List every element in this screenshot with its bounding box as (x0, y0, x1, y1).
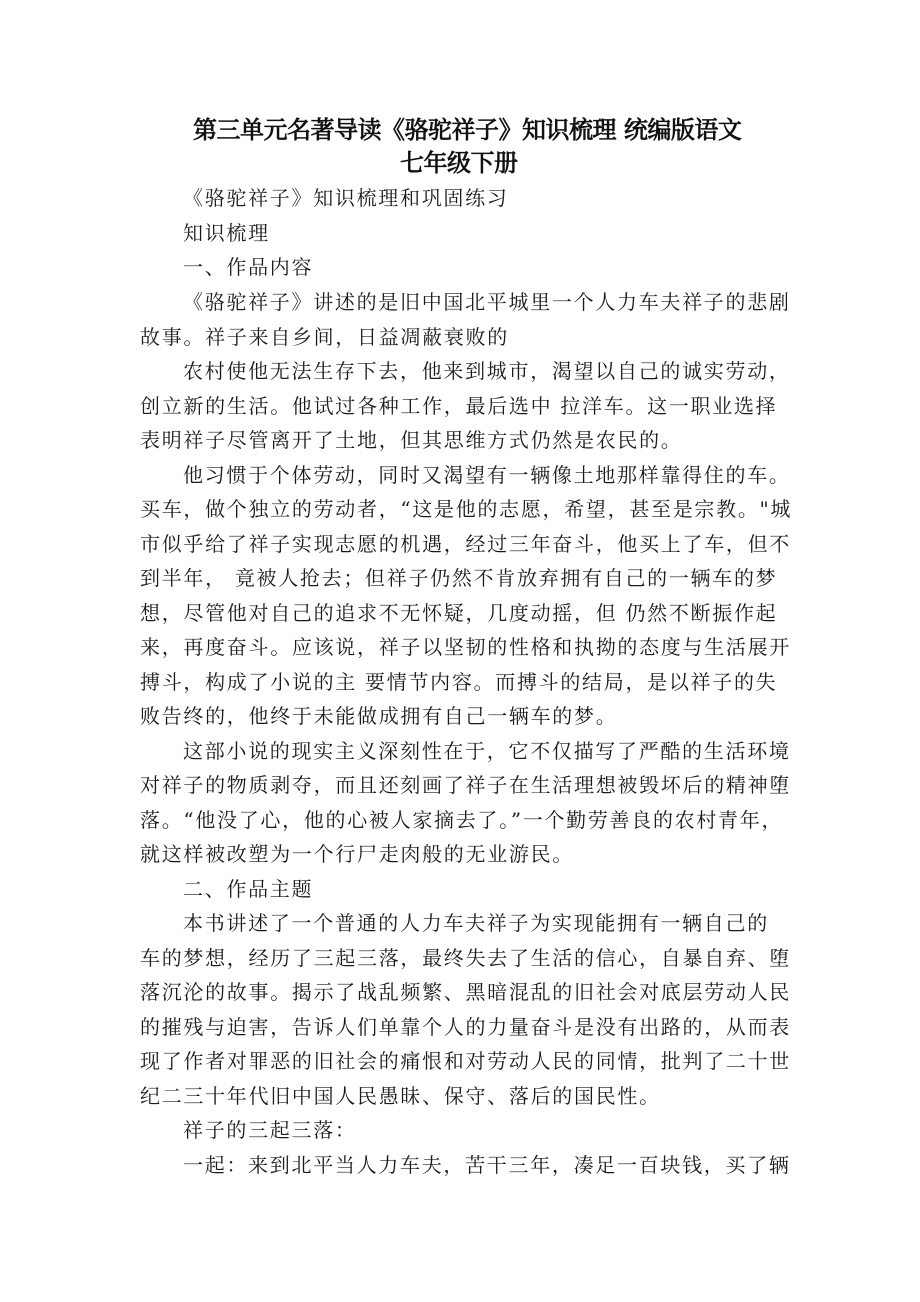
text-line: 这部小说的现实主义深刻性在于，它不仅描写了严酷的生活环境 (183, 739, 791, 763)
text-line: 车的梦想，经历了三起三落，最终失去了生活的信心，自暴自弃、堕 (140, 946, 791, 970)
text-line: 创立新的生活。他试过各种工作，最后选中 拉洋车。这一职业选择 (140, 394, 778, 418)
text-line: 二、作品主题 (183, 877, 314, 901)
text-line: 想，尽管他对自己的追求不无怀疑，几度动摇，但 仍然不断振作起 (140, 601, 778, 625)
text-line: 来，再度奋斗。应该说，祥子以坚韧的性格和执拗的态度与生活展开 (140, 635, 791, 659)
text-line: 对祥子的物质剥夺，而且还刻画了祥子在生活理想被毁坏后的精神堕 (140, 773, 791, 797)
text-line: 祥子的三起三落： (183, 1118, 357, 1142)
text-line: 纪二三十年代旧中国人民愚昧、保守、落后的国民性。 (140, 1084, 661, 1108)
text-line: 表明祥子尽管离开了土地，但其思维方式仍然是农民的。 (140, 428, 683, 452)
text-line: 落。“他没了心，他的心被人家摘去了。”一个勤劳善良的农村青年， (140, 808, 784, 832)
text-line: 他习惯于个体劳动，同时又渴望有一辆像土地那样靠得住的车。 (183, 463, 791, 487)
text-line: 败告终的，他终于未能做成拥有自己一辆车的梦。 (140, 704, 618, 728)
text-line: 市似乎给了祥子实现志愿的机遇，经过三年奋斗，他买上了车，但不 (140, 532, 791, 556)
document-title-line-2: 七年级下册 (400, 149, 518, 177)
text-line: 搏斗，构成了小说的主 要情节内容。而搏斗的结局，是以祥子的失 (140, 670, 778, 694)
text-line: 农村使他无法生存下去，他来到城市，渴望以自己的诚实劳动， (183, 359, 791, 383)
text-line: 买车，做个独立的劳动者，“这是他的志愿，希望，甚至是宗教。"城 (140, 497, 793, 521)
text-line: 的摧残与迫害，告诉人们单靠个人的力量奋斗是没有出路的，从而表 (140, 1015, 791, 1039)
text-line: 现了作者对罪恶的旧社会的痛恨和对劳动人民的同情，批判了二十世 (140, 1049, 791, 1073)
text-line: 本书讲述了一个普通的人力车夫祥子为实现能拥有一辆自己的 (183, 911, 769, 935)
text-line: 一起：来到北平当人力车夫，苦干三年，凑足一百块钱，买了辆 (183, 1153, 791, 1177)
text-line: 故事。祥子来自乡间，日益凋蔽衰败的 (140, 325, 509, 349)
text-line: 到半年， 竟被人抢去；但祥子仍然不肯放弃拥有自己的一辆车的梦 (140, 566, 778, 590)
text-line: 就这样被改塑为一个行尸走肉般的无业游民。 (140, 842, 574, 866)
text-line: 一、作品内容 (183, 255, 314, 279)
text-line: 落沉沦的故事。揭示了战乱频繁、黑暗混乱的旧社会对底层劳动人民 (140, 980, 791, 1004)
text-line: 《骆驼祥子》讲述的是旧中国北平城里一个人力车夫祥子的悲剧 (183, 290, 791, 314)
text-line: 《骆驼祥子》知识梳理和巩固练习 (183, 186, 509, 210)
text-line: 知识梳理 (183, 221, 270, 245)
document-title-line-1: 第三单元名著导读《骆驼祥子》知识梳理 统编版语文 (193, 116, 742, 144)
